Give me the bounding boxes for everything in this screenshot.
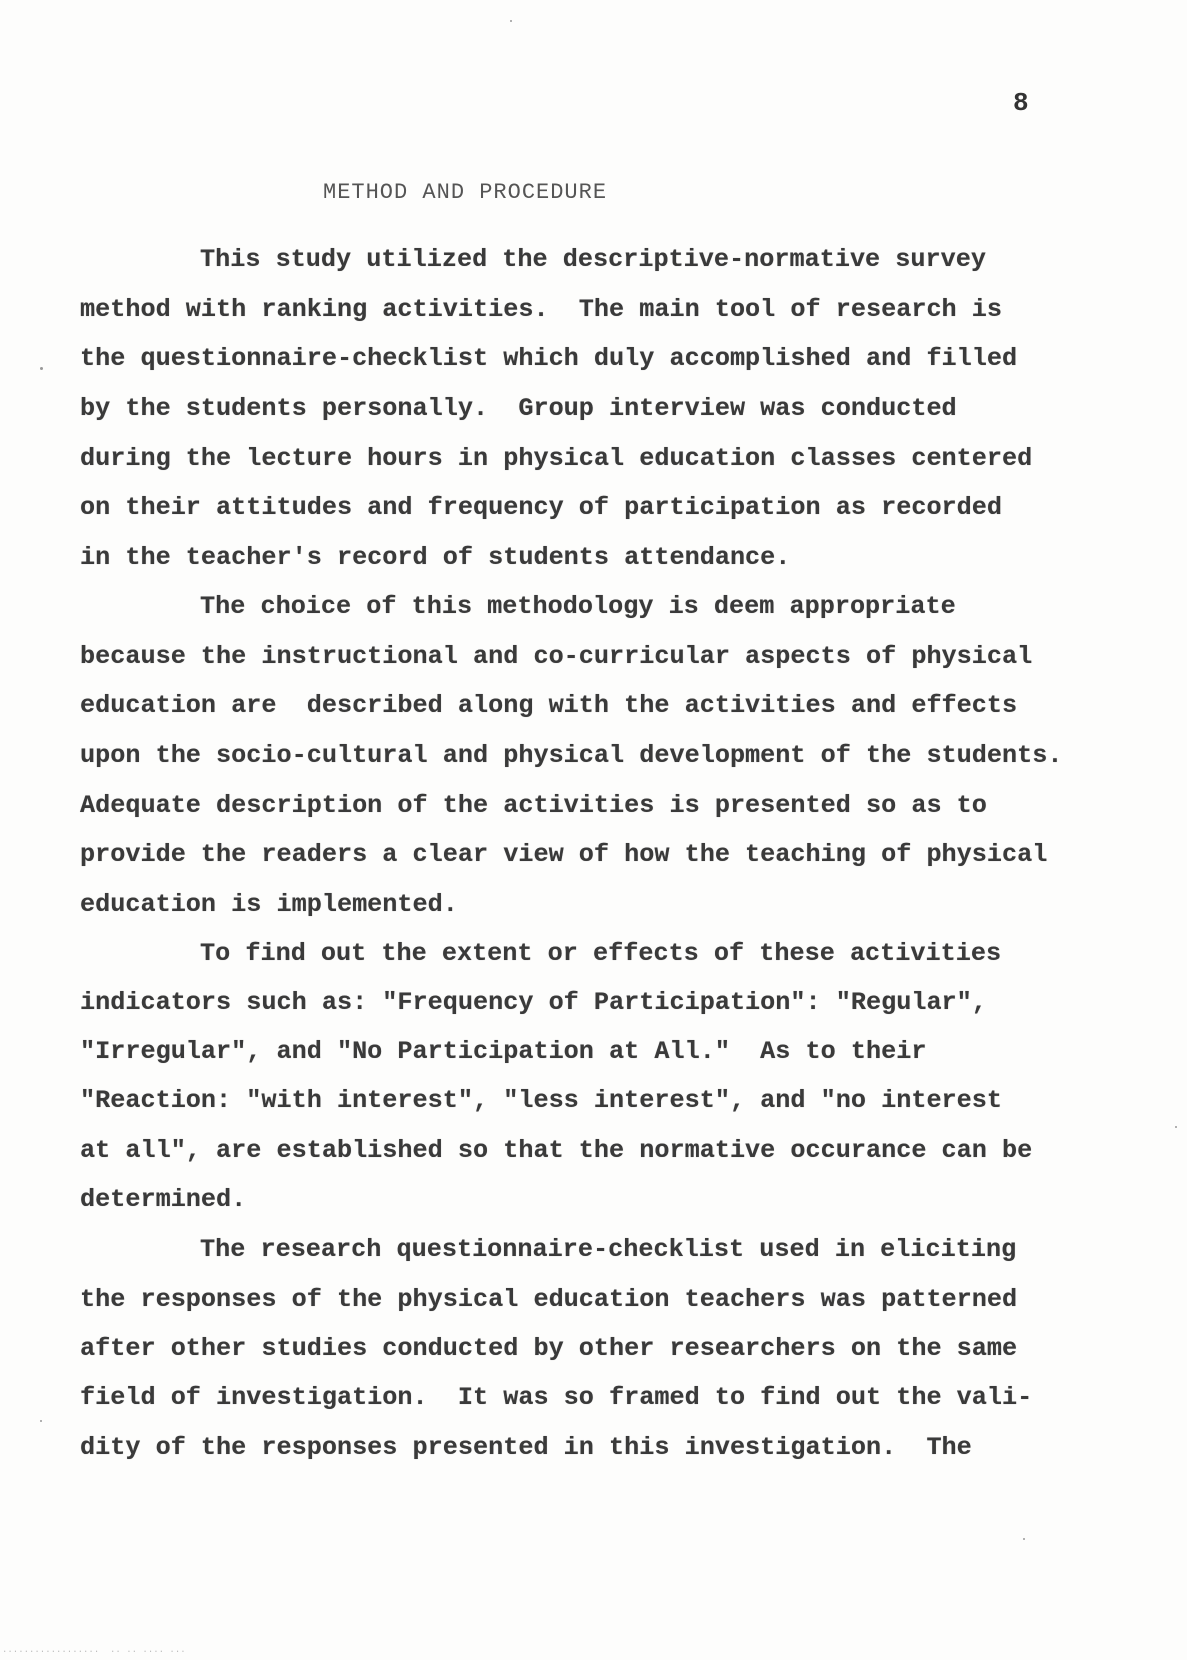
page-number: 8 bbox=[1013, 88, 1029, 118]
text-line: in the teacher's record of students attendance. bbox=[80, 543, 791, 572]
text-line: Adequate description of the activities is presented so as to bbox=[80, 791, 987, 820]
text-line: indicators such as: "Frequency of Participation": "Regular", bbox=[80, 988, 987, 1017]
text-line: during the lecture hours in physical education classes centered bbox=[80, 444, 1033, 473]
text-line: the responses of the physical education teachers was patterned bbox=[80, 1285, 1018, 1314]
text-line: because the instructional and co-curricular aspects of physical bbox=[80, 642, 1033, 671]
text-line: at all", are established so that the normative occurance can be bbox=[80, 1136, 1033, 1165]
text-line: upon the socio-cultural and physical development of the students. bbox=[80, 741, 1063, 770]
text-line: The choice of this methodology is deem appropriate bbox=[200, 592, 956, 621]
scan-speck bbox=[1175, 1126, 1177, 1128]
scan-speck bbox=[40, 1420, 42, 1422]
text-line: "Irregular", and "No Participation at All." As to their bbox=[80, 1037, 927, 1066]
section-heading: METHOD AND PROCEDURE bbox=[323, 180, 608, 205]
scan-speck bbox=[1023, 1538, 1025, 1540]
text-line: method with ranking activities. The main tool of research is bbox=[80, 295, 1003, 324]
text-line: field of investigation. It was so framed to find out the vali- bbox=[80, 1383, 1033, 1412]
text-line: determined. bbox=[80, 1185, 247, 1214]
text-line: dity of the responses presented in this investigation. The bbox=[80, 1433, 972, 1462]
scan-speck bbox=[40, 367, 43, 370]
text-line: provide the readers a clear view of how the teaching of physical bbox=[80, 840, 1048, 869]
text-line: the questionnaire-checklist which duly accomplished and filled bbox=[80, 344, 1018, 373]
text-line: education are described along with the activities and effects bbox=[80, 691, 1018, 720]
text-line: This study utilized the descriptive-normative survey bbox=[200, 245, 986, 274]
text-line: "Reaction: "with interest", "less interest", and "no interest bbox=[80, 1086, 1003, 1115]
scan-speck bbox=[510, 20, 512, 22]
text-line: education is implemented. bbox=[80, 890, 458, 919]
text-line: by the students personally. Group interview was conducted bbox=[80, 394, 957, 423]
text-line: The research questionnaire-checklist used in eliciting bbox=[200, 1235, 1017, 1264]
text-line: To find out the extent or effects of these activities bbox=[200, 939, 1002, 968]
text-line: after other studies conducted by other researchers on the same bbox=[80, 1334, 1018, 1363]
text-line: on their attitudes and frequency of participation as recorded bbox=[80, 493, 1003, 522]
scan-footer-mark: .................. .. .. .... ... bbox=[2, 1645, 186, 1655]
